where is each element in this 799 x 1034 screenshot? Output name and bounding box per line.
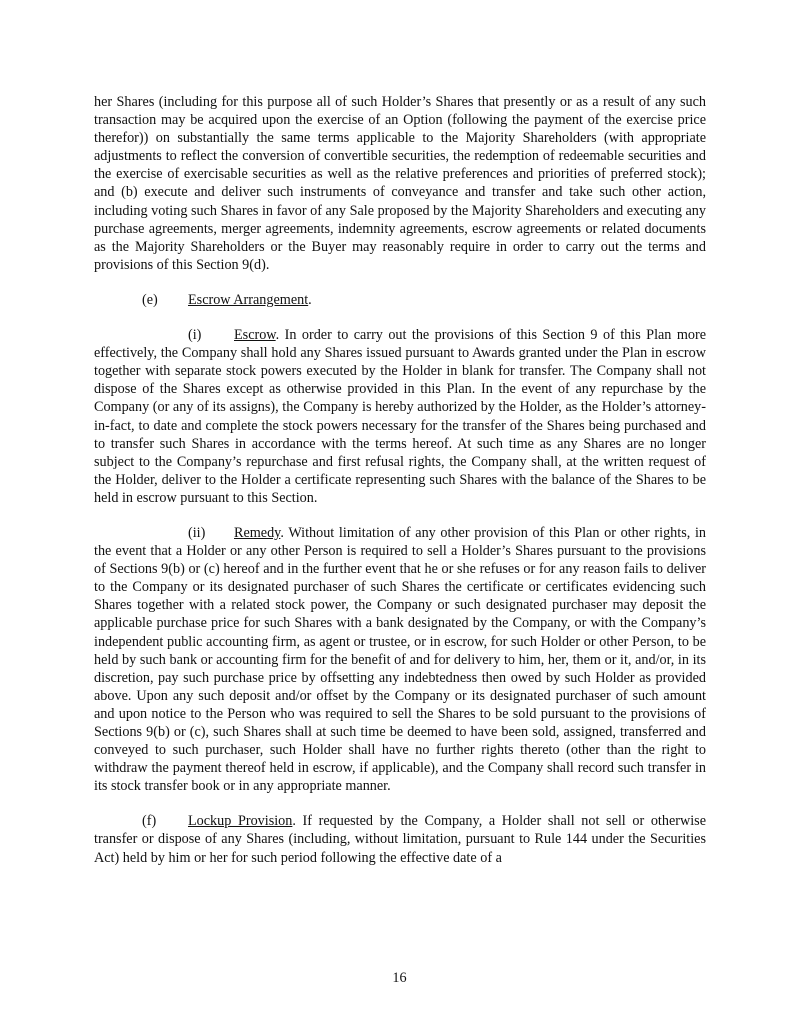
section-e-title: Escrow Arrangement [188,291,309,308]
section-f-label: (f) [142,813,157,830]
subsection-i-label: (i) [188,327,202,344]
subsection-ii-paragraph [94,524,706,795]
subsection-ii-title: Remedy [234,524,281,541]
page-number: 16 [392,970,407,986]
section-e-heading [94,291,706,309]
paragraph-continuation: her Shares (including for this purpose all of such Holder’s Shares that presently or as a result of any such transaction may be acquired upon the exercise of an Option (following the payment of the exercise price therefor)) on substantially the same terms applicable to the Majority Shareholders (with appropriate adjustments to reflect the conversion of convertible securities, the redemption of redeemable securities and the exercise of exercisable securities as well as the relative preferences and priorities of preferred stock); and (b) execute and deliver such instruments of conveyance and transfer and take such other action, including voting such Shares in favor of any Sale proposed by the Majority Shareholders and executing any purchase agreements, merger agreements, indemnity agreements, escrow agreements or related documents as the Majority Shareholders or the Buyer may reasonably require in order to carry out the terms and provisions of this Section 9(d). [94,94,706,273]
section-f-title: Lockup Provision [188,813,293,830]
subsection-ii-label: (ii) [188,524,206,541]
section-e-label: (e) [142,291,158,308]
subsection-i-paragraph [94,326,706,507]
subsection-i-title: Escrow [234,327,276,344]
document-body [94,93,706,884]
section-f-paragraph [94,812,706,866]
subsection-i-text: . In order to carry out the provisions of this Section 9 of this Plan more effectively, the Company shall hold any Shares issued pursuant to Awards granted under the Plan in escrow together with separate stock powers executed by the Holder in blank for transfer. The Company shall not dispose of the Shares except as otherwise provided in this Plan. In the event of any repurchase by the Company (or any of its assigns), the Company is hereby authorized by the Holder, as the Holder’s attorney-in-fact, to date and complete the stock powers necessary for the transfer of the Shares being purchased and to transfer such Shares in accordance with the terms hereof. At such time as any Shares are no longer subject to the Company’s repurchase and first refusal rights, the Company shall, at the written request of the Holder, deliver to the Holder a certificate representing such Shares with the balance of the Shares to be held in escrow pursuant to this Section. [94,327,706,506]
section-e-period: . [308,291,312,308]
section-f-text: . If requested by the Company, a Holder shall not sell or otherwise transfer or dispose of any Shares (including, without limitation, pursuant to Rule 144 under the Securities Act) held by him or her for such period following the effective date of a [94,813,707,866]
subsection-ii-text: . Without limitation of any other provision of this Plan or other rights, in the event that a Holder or any other Person is required to sell a Holder’s Shares pursuant to the provisions of Sections 9(b) or (c) hereof and in the further event that he or she refuses or for any reason fails to deliver to the Company or its designated purchaser of such Shares the certificate or certificates evidencing such Shares together with a related stock power, the Company or such designated purchaser may deposit the applicable purchase price for such Shares with a bank designated by the Company, or with the Company’s independent public accounting firm, as agent or trustee, or in escrow, for such Holder or other Person, to be held by such bank or accounting firm for the benefit of and for delivery to him, her, them or it, and/or, in its discretion, pay such purchase price by offsetting any indebtedness then owed by such Holder as provided above. Upon any such deposit and/or offset by the Company or its designated purchaser of such amount and upon notice to the Person who was required to sell the Shares to be sold pursuant to the provisions of Sections 9(b) or (c), such Shares shall at such time be deemed to have been sold, assigned, transferred and conveyed to such purchaser, such Holder shall have no further rights thereto (other than the right to withdraw the payment thereof held in escrow, if applicable), and the Company shall record such transfer in its stock transfer book or in any appropriate manner. [94,524,706,795]
